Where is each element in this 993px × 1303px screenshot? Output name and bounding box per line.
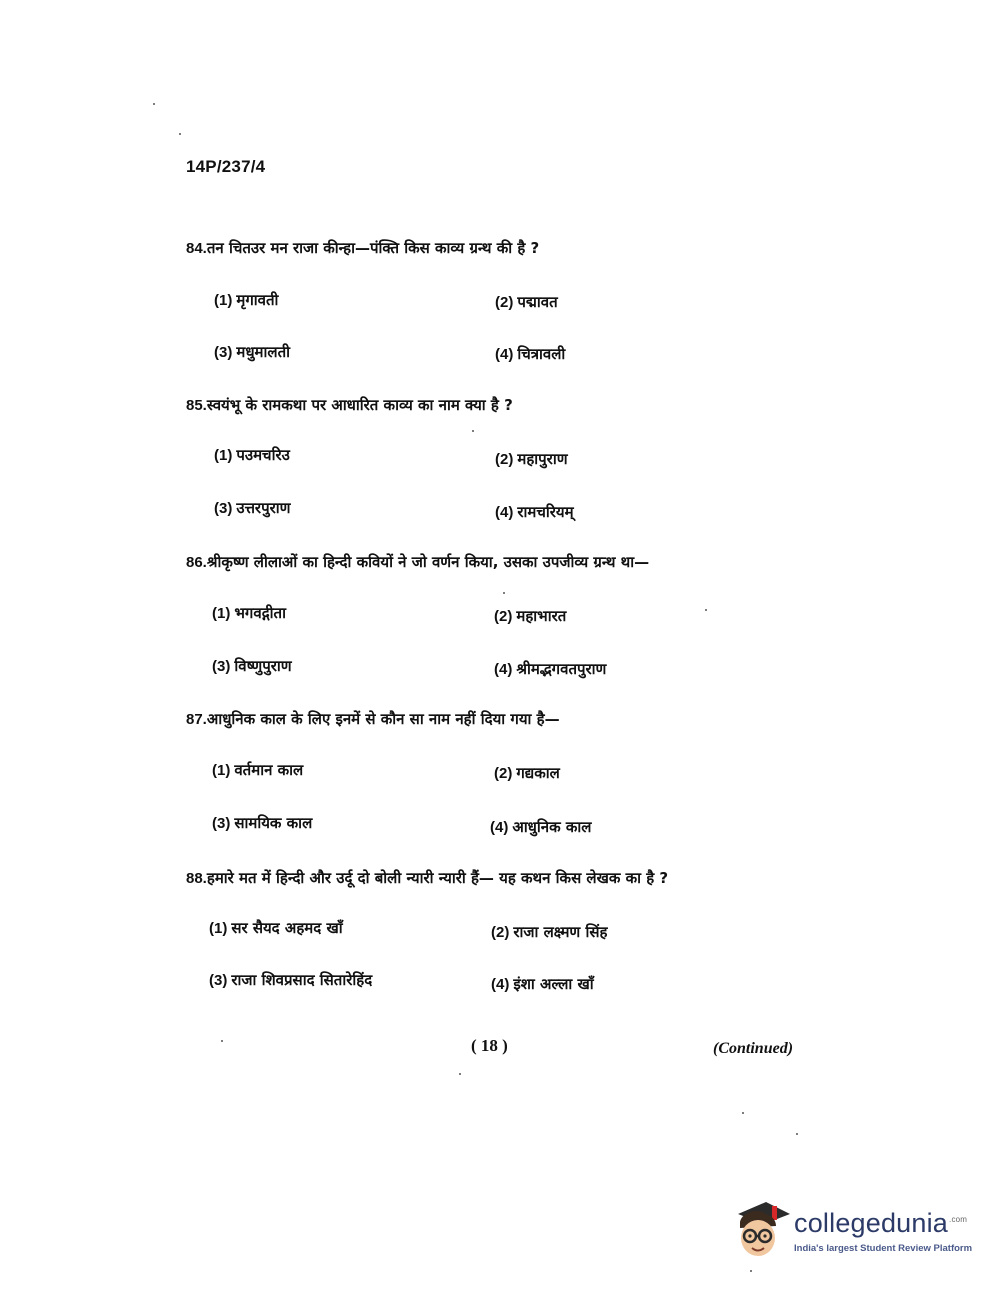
continued-label: (Continued) (713, 1040, 794, 1057)
brand-tagline: India's largest Student Review Platform (794, 1243, 973, 1254)
collegedunia-watermark (732, 1196, 972, 1268)
question-number: 87. (186, 711, 207, 728)
scan-speck (750, 1270, 752, 1272)
option-number: (3) (209, 972, 228, 989)
option-86-3 (212, 656, 292, 677)
question-88 (186, 868, 826, 889)
option-number: (4) (494, 661, 513, 678)
option-85-4 (495, 502, 574, 523)
scan-speck (472, 430, 474, 432)
option-text: मृगावती (236, 291, 279, 309)
option-number: (1) (209, 920, 228, 937)
question-stem: तन चितउर मन राजा कीन्हा—पंक्ति किस काव्य ग्रन्थ की है ? (206, 239, 540, 257)
option-text: भगवद्गीता (234, 604, 286, 622)
option-84-4 (495, 344, 565, 365)
question-84 (186, 238, 826, 259)
option-number: (4) (495, 504, 514, 521)
option-text: रामचरियम् (517, 503, 574, 521)
option-87-2 (494, 763, 560, 784)
option-text: पउमचरिउ (236, 446, 290, 464)
option-number: (3) (214, 500, 233, 517)
brand-text: collegedunia (794, 1208, 949, 1238)
option-number: (4) (490, 819, 509, 836)
question-text (186, 238, 826, 259)
question-stem: स्वयंभू के रामकथा पर आधारित काव्य का नाम क्या है ? (206, 396, 513, 414)
question-text (186, 868, 826, 889)
option-88-4 (491, 974, 594, 995)
option-number: (3) (212, 658, 231, 675)
brand-name (794, 1208, 967, 1239)
scan-speck (459, 1073, 461, 1075)
option-84-3 (214, 342, 290, 363)
option-text: मधुमालती (236, 343, 290, 361)
option-number: (1) (212, 762, 231, 779)
question-stem: हमारे मत में हिन्दी और उर्दू दो बोली न्यारी न्यारी हैं— यह कथन किस लेखक का है ? (206, 869, 669, 887)
option-number: (2) (495, 451, 514, 468)
option-number: (2) (495, 294, 514, 311)
option-text: पद्मावत (517, 293, 558, 311)
option-text: गद्यकाल (516, 764, 560, 782)
question-stem: श्रीकृष्ण लीलाओं का हिन्दी कवियों ने जो वर्णन किया, उसका उपजीव्य ग्रन्थ था— (206, 553, 650, 571)
option-87-1 (212, 760, 303, 781)
brand-suffix: .com (949, 1215, 968, 1224)
option-text: विष्णुपुराण (234, 657, 292, 675)
option-text: सर सैयद अहमद खाँ (231, 919, 343, 937)
option-number: (2) (494, 608, 513, 625)
question-86 (186, 552, 826, 573)
scan-speck (705, 609, 707, 611)
page-number: ( 18 ) (471, 1036, 508, 1055)
scan-speck (221, 1040, 223, 1042)
question-text (186, 709, 826, 730)
option-text: आधुनिक काल (512, 818, 592, 836)
option-text: श्रीमद्भगवतपुराण (516, 660, 607, 678)
option-number: (1) (214, 447, 233, 464)
option-text: उत्तरपुराण (236, 499, 291, 517)
option-number: (2) (494, 765, 513, 782)
question-85 (186, 395, 826, 416)
option-84-1 (214, 290, 278, 311)
scan-speck (179, 133, 181, 135)
question-87 (186, 709, 826, 730)
option-number: (2) (491, 924, 510, 941)
option-number: (1) (214, 292, 233, 309)
option-87-4 (490, 817, 591, 838)
option-text: सामयिक काल (234, 814, 313, 832)
option-88-2 (491, 922, 607, 943)
question-stem: आधुनिक काल के लिए इनमें से कौन सा नाम नहीं दिया गया है— (206, 710, 560, 728)
option-84-2 (495, 292, 558, 313)
option-86-1 (212, 603, 286, 624)
mascot-icon (732, 1196, 792, 1266)
question-number: 86. (186, 554, 207, 571)
option-85-2 (495, 449, 568, 470)
scan-speck (742, 1112, 744, 1114)
option-text: राजा लक्ष्मण सिंह (513, 923, 608, 941)
question-number: 88. (186, 870, 207, 887)
question-text (186, 552, 826, 573)
option-number: (3) (214, 344, 233, 361)
option-number: (4) (495, 346, 514, 363)
option-text: वर्तमान काल (234, 761, 304, 779)
option-85-1 (214, 445, 290, 466)
option-number: (3) (212, 815, 231, 832)
question-number: 85. (186, 397, 207, 414)
option-85-3 (214, 498, 290, 519)
option-number: (4) (491, 976, 510, 993)
option-text: इंशा अल्ला खाँ (513, 975, 594, 993)
option-number: (1) (212, 605, 231, 622)
option-86-2 (494, 606, 566, 627)
option-87-3 (212, 813, 312, 834)
option-88-1 (209, 918, 343, 939)
paper-code: 14P/237/4 (186, 157, 266, 176)
scan-speck (503, 592, 505, 594)
scan-speck (153, 103, 155, 105)
option-text: चित्रावली (517, 345, 566, 363)
option-text: महापुराण (517, 450, 568, 468)
question-text (186, 395, 826, 416)
option-86-4 (494, 659, 606, 680)
scan-speck (796, 1133, 798, 1135)
option-text: राजा शिवप्रसाद सितारेहिंद (231, 971, 373, 989)
option-text: महाभारत (516, 607, 567, 625)
question-number: 84. (186, 240, 207, 257)
option-88-3 (209, 970, 372, 991)
